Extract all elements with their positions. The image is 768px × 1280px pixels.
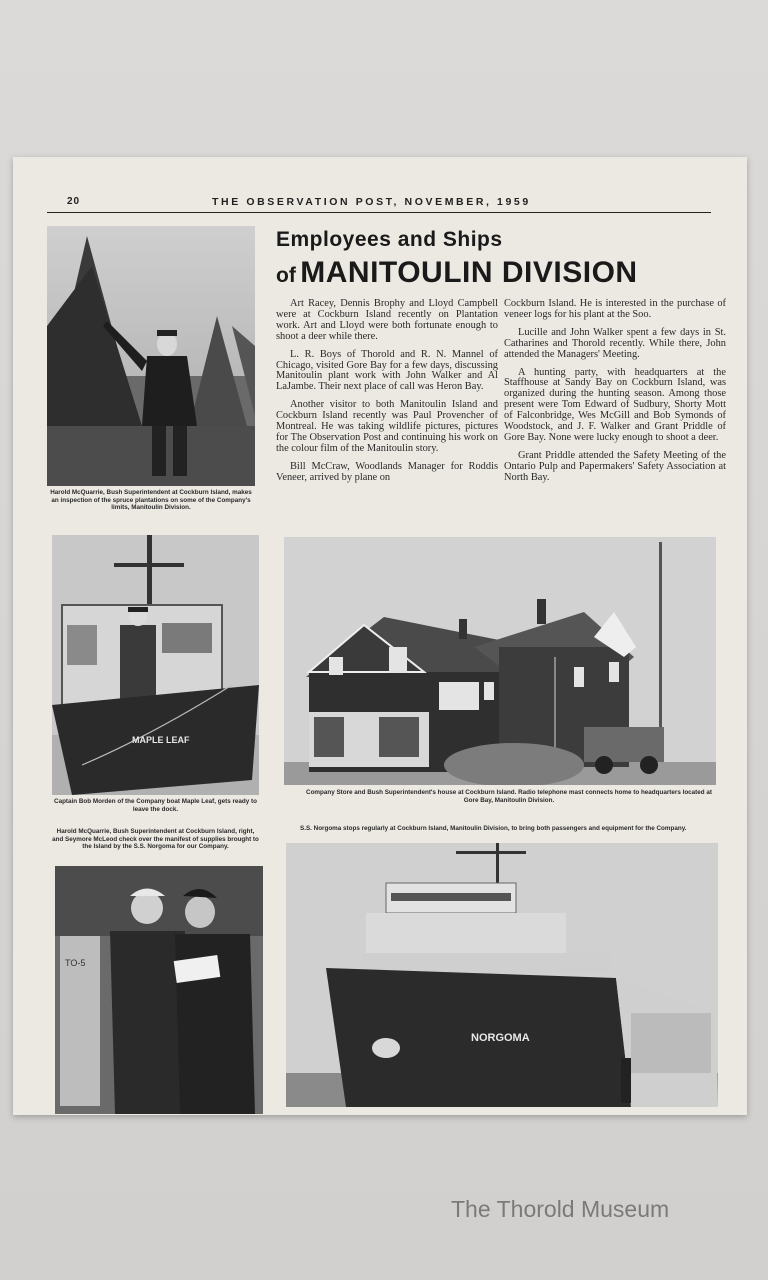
caption-company-store: Company Store and Bush Superintendent's house at Cockburn Island. Radio telephone mast connects home to headquarters located at Gore Bay, Manitoulin Division. — [306, 789, 712, 804]
headline-main: MANITOULIN DIVISION — [300, 256, 638, 289]
caption-norgoma: S.S. Norgoma stops regularly at Cockburn Island, Manitoulin Division, to bring both passengers and equipment for the Company. — [300, 825, 687, 832]
photo-company-store — [284, 537, 716, 785]
paragraph: Art Racey, Dennis Brophy and Lloyd Campbell were at Cockburn Island recently on Plantation work. Art and Lloyd were both fortunate enough to shoot a deer while there. — [276, 298, 498, 342]
page-number: 20 — [67, 196, 81, 207]
running-header — [47, 196, 711, 213]
headline-line-2 — [276, 256, 638, 290]
paragraph: Grant Priddle attended the Safety Meeting of the Ontario Pulp and Papermakers' Safety Association at North Bay. — [504, 449, 726, 483]
article-column-2 — [504, 299, 726, 491]
caption-manifest: Harold McQuarrie, Bush Superintendent at Cockburn Island, right, and Seymore McLeod check over the manifest of supplies brought to the Island by the S.S. Norgoma for our Company. — [52, 828, 259, 851]
article-column-1 — [276, 299, 498, 491]
photo-manifest-check — [55, 866, 263, 1114]
caption-maple-leaf: Captain Bob Morden of the Company boat Maple Leaf, gets ready to leave the dock. — [54, 798, 257, 813]
paragraph: Lucille and John Walker spent a few days in St. Catharines and Thorold recently. While there, John attended the Managers' Meeting. — [504, 326, 726, 360]
paragraph: A hunting party, with headquarters at the Staffhouse at Sandy Bay on Cockburn Island, was organized during the hunting season. Among those present were Tom Edward of Sudbury, Shorty Mott of Falconbridge, Wes McGill and Bob Symonds of Woodstock, and J. F. Walker and Grant Priddle of Gore Bay. None were lucky enough to shoot a deer. — [504, 366, 726, 443]
caption-spruce-plantation: Harold McQuarrie, Bush Superintendent at Cockburn Island, makes an inspection of the spruce plantations on some of the Company's limits, Manitoulin Division. — [50, 489, 252, 512]
paragraph: Bill McCraw, Woodlands Manager for Roddis Veneer, arrived by plane on — [276, 460, 498, 483]
headline-line-1: Employees and Ships — [276, 228, 503, 251]
photo-spruce-plantation — [47, 226, 255, 486]
headline-prefix: of — [276, 264, 296, 287]
museum-watermark: The Thorold Museum — [451, 1196, 670, 1222]
crate-label: TO-5 — [65, 958, 86, 968]
paragraph: Another visitor to both Manitoulin Island and Cockburn Island recently was Paul Provencher of Montreal. He was taking wildlife pictures, pictures for The Observation Post and continuing his work on the colour film of the Manitoulin story. — [276, 399, 498, 454]
paragraph: Cockburn Island. He is interested in the purchase of veneer logs for his plant at the Soo. — [504, 298, 726, 320]
running-title: THE OBSERVATION POST, NOVEMBER, 1959 — [212, 196, 531, 208]
boat-name-maple-leaf: MAPLE LEAF — [132, 735, 190, 745]
photo-ss-norgoma — [286, 843, 718, 1107]
photo-maple-leaf-boat — [52, 535, 259, 795]
boat-name-norgoma: NORGOMA — [471, 1032, 530, 1044]
paragraph: L. R. Boys of Thorold and R. N. Mannel of Chicago, visited Gore Bay for a few days, discussing Manitoulin plant work with John Walker and Al LaJambe. Their next place of call was Heron Bay. — [276, 348, 498, 393]
